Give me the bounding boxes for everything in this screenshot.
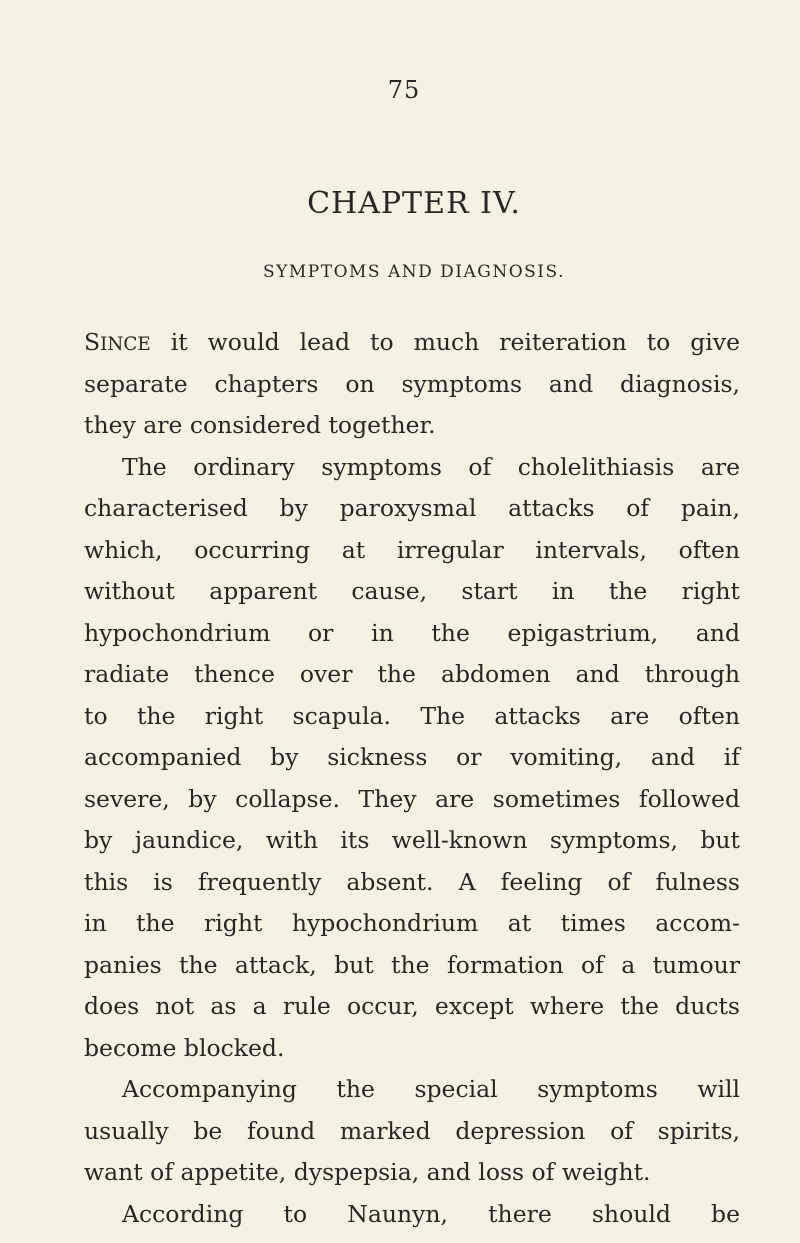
text-line: According to Naunyn, there should be (122, 1199, 740, 1228)
text-line: usually be found marked depression of spirits, (84, 1116, 740, 1145)
text-line: want of appetite, dyspepsia, and loss of weight. (84, 1158, 651, 1186)
text-line: this is frequently absent. A feeling of fulness (84, 867, 740, 896)
page-number: 75 (387, 76, 421, 104)
text-line: Accompanying the special symptoms will (122, 1075, 740, 1103)
section-title: SYMPTOMS AND DIAGNOSIS. (263, 262, 565, 282)
text-line: characterised by paroxysmal attacks of pain, (84, 494, 740, 522)
text-line: without apparent cause, start in the right (84, 577, 740, 605)
text-line: The ordinary symptoms of cholelithiasis are (122, 452, 740, 481)
text-line: hypochondrium or in the epigastrium, and (84, 618, 740, 647)
text-line: in the right hypochondrium at times accom- (84, 909, 740, 937)
text-line: which, occurring at irregular intervals, often (84, 535, 740, 564)
text-line: radiate thence over the abdomen and through (84, 660, 740, 688)
text-line: separate chapters on symptoms and diagnosis, (84, 369, 740, 398)
text-line: accompanied by sickness or vomiting, and if (84, 743, 740, 771)
chapter-title: CHAPTER IV. (307, 186, 521, 221)
opening-word: SINCE (84, 328, 151, 356)
text-line: by jaundice, with its well-known symptoms, but (84, 826, 740, 854)
text-line: SINCE it would lead to much reiteration to give (84, 328, 740, 356)
body-text (84, 322, 740, 1235)
text-line: they are considered together. (84, 411, 436, 439)
text-line: to the right scapula. The attacks are often (84, 701, 740, 730)
text-line: severe, by collapse. They are sometimes followed (84, 784, 740, 813)
text-line: become blocked. (84, 1033, 285, 1062)
text-line: does not as a rule occur, except where the ducts (84, 992, 740, 1020)
text-line: panies the attack, but the formation of a tumour (84, 950, 740, 979)
